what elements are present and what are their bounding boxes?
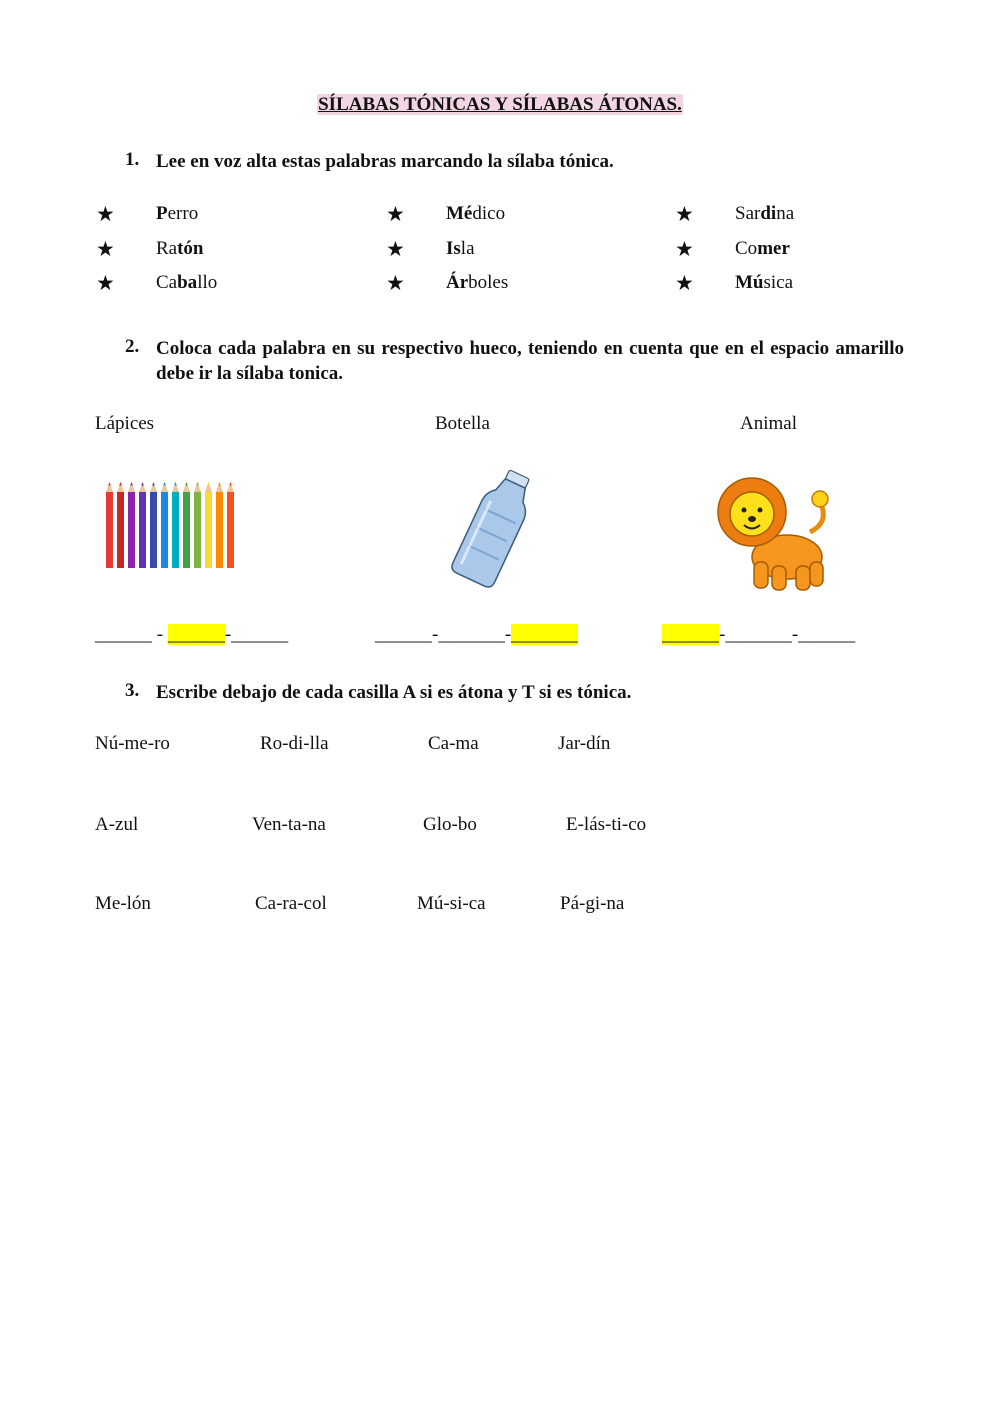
word-item: Perro [156,203,199,224]
syllable-word: Mú-si-ca [417,893,486,914]
word-item: Música [735,272,794,293]
syllable-word: Glo-bo [423,814,477,835]
syllable-word: Jar-dín [558,733,611,754]
page-title: SÍLABAS TÓNICAS Y SÍLABAS ÁTONAS. [318,94,682,115]
word-item: Sardina [735,203,795,224]
question-1-text: Lee en voz alta estas palabras marcando la sílaba tónica. [156,151,614,172]
label-animal: Animal [740,413,797,434]
star-bullet-icon: ★ [675,237,694,261]
question-1-number: 1. [125,149,140,170]
syllable-word: Ca-ma [428,733,479,754]
pencil [106,482,113,568]
star-bullet-icon: ★ [386,271,405,295]
water-bottle-image [440,465,550,590]
label-botella: Botella [435,413,490,434]
star-bullet-icon: ★ [96,237,115,261]
question-2-number: 2. [125,336,140,357]
word-item: Médico [446,203,506,224]
syllable-word: A-zul [95,814,139,835]
syllable-word: Ven-ta-na [252,814,326,835]
star-bullet-icon: ★ [675,271,694,295]
blank-lapices[interactable]: ______ - ______-______ [95,624,289,645]
pencil [227,482,234,568]
word-item: Isla [446,238,475,259]
pencil [139,482,146,568]
question-2-text: Coloca cada palabra en su respectivo hueco, teniendo en cuenta que en el espacio amarillo debe ir la sílaba tonica. [156,338,904,384]
syllable-word: Ro-di-lla [260,733,329,754]
pencil [194,482,201,568]
pencil [128,482,135,568]
colored-pencils-image [100,482,245,572]
star-bullet-icon: ★ [386,202,405,226]
star-bullet-icon: ★ [96,271,115,295]
label-lapices: Lápices [95,413,155,434]
word-item: Caballo [156,272,218,293]
lion-image [712,462,837,597]
word-item: Ratón [156,238,204,259]
syllable-word: Me-lón [95,893,151,914]
pencil [205,482,212,568]
pencil [161,482,168,568]
syllable-word: Pá-gi-na [560,893,625,914]
word-item: Árboles [446,272,509,293]
pencil [216,482,223,568]
syllable-word: Ca-ra-col [255,893,327,914]
syllable-word: Nú-me-ro [95,733,170,754]
syllable-word: E-lás-ti-co [566,814,647,835]
blank-animal[interactable]: ______-_______-______ [662,624,856,645]
pencil [183,482,190,568]
question-3-text: Escribe debajo de cada casilla A si es átona y T si es tónica. [156,682,632,703]
question-3-number: 3. [125,680,140,701]
star-bullet-icon: ★ [675,202,694,226]
pencil [117,482,124,568]
star-bullet-icon: ★ [386,237,405,261]
blank-botella[interactable]: ______-_______-_______ [375,624,578,645]
pencil [150,482,157,568]
pencil [172,482,179,568]
word-item: Comer [735,238,790,259]
star-bullet-icon: ★ [96,202,115,226]
